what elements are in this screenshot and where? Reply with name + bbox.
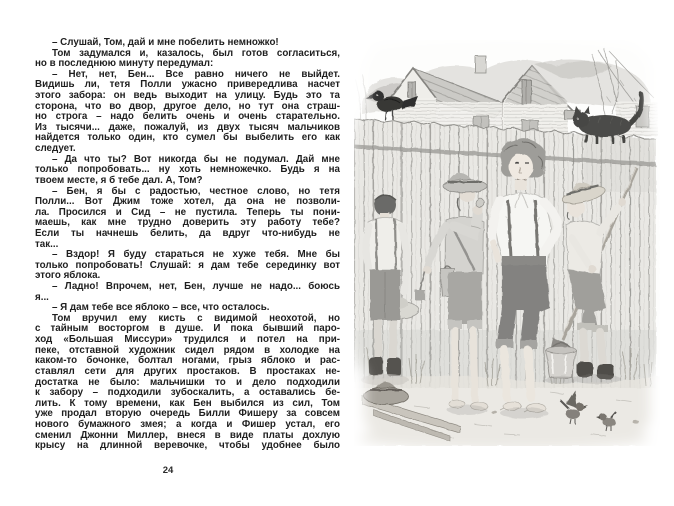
illustration bbox=[354, 40, 660, 446]
text-line: Если ты начнешь белить, да вдруг что-нибудь не bbox=[35, 227, 340, 239]
text-line: с тайным восторгом в душе. И пока бывший паро- bbox=[35, 323, 340, 335]
text-line: достатка не было: мальчишки то и дело подходили bbox=[35, 376, 340, 388]
text-line: этого яблока. bbox=[35, 270, 101, 282]
text-line: лить. К тому времени, как Бен выбился из сил, Том bbox=[35, 397, 340, 409]
text-column bbox=[35, 38, 340, 452]
illustration-box bbox=[354, 40, 660, 446]
text-line: но в последнюю минуту передумал: bbox=[35, 58, 214, 70]
text-line: нового бумажного змея; а когда и Фишер устал, его bbox=[35, 418, 340, 430]
text-line: каком-то бочонке, болтал ногами, грыз яблоко и рас- bbox=[35, 355, 340, 367]
text-line: Полли... Вот Джим тоже хотел, да она не позволи- bbox=[35, 196, 340, 208]
text-line: ставлял сети для других простаков. В простаках не- bbox=[35, 365, 340, 377]
text-line: крысу на длинной веревочке, чтобы удобнее было bbox=[35, 440, 340, 452]
text-line: уже продал вторую очередь Билли Фишеру за совсем bbox=[35, 408, 340, 420]
text-line: – Я дам тебе все яблоко – все, что осталось. bbox=[52, 302, 270, 314]
text-line: сторона, что во двор, другое дело, но тут она страш- bbox=[35, 100, 340, 112]
whitewash-pail bbox=[546, 350, 576, 378]
chimney bbox=[475, 56, 486, 73]
text-line: Видишь ли, тетя Полли ужасно привередлива насчет bbox=[35, 79, 340, 91]
text-line: ла. Просился и Сид – не пустила. Теперь ты пони- bbox=[35, 206, 340, 218]
text-line: Том вручил ему кисть с видимой неохотой, но bbox=[52, 312, 340, 324]
right-page bbox=[348, 0, 674, 506]
apple bbox=[476, 199, 485, 208]
text-line: я... bbox=[35, 291, 49, 303]
text-line: – Слушай, Том, дай и мне побелить немножко! bbox=[52, 37, 279, 48]
text-line: только попробовать... ну хоть немножечко. Будь я на bbox=[35, 164, 340, 176]
text-line: но строга – надо белить очень и очень старательно. bbox=[35, 111, 340, 123]
text-line: только попробовать! Слушай: я дам тебе серединку вот bbox=[35, 259, 340, 271]
text-line: – Да что ты? Вот никогда бы не подумал. Дай мне bbox=[52, 153, 340, 165]
text-line: найдется только один, кто сумел бы выбелить его как bbox=[35, 132, 340, 144]
text-line: – Вздор! Я буду стараться не хуже тебя. Мне бы bbox=[52, 249, 340, 261]
text-line: сменил Джонни Миллер, внеся в виде платы дохлую bbox=[35, 429, 340, 441]
text-line: – Ладно! Впрочем, нет, Бен, лучше не надо... боюсь bbox=[52, 281, 340, 293]
text-line: Из тысячи... даже, пожалуй, из двух тысяч мальчиков bbox=[35, 121, 340, 133]
text-line: пеке, отставной художник сидел рядом в холодке на bbox=[35, 344, 340, 356]
text-line: – Нет, нет, Бен... Все равно ничего не выйдет. bbox=[52, 68, 340, 80]
text-line: так... bbox=[35, 238, 59, 250]
text-line: маешь, как мне трудно доверить эту работу тебе? bbox=[35, 217, 340, 229]
text-line: ход «Большая Миссури» трудился и потел на при- bbox=[35, 334, 340, 346]
text-line: Том задумался и, казалось, был готов согласиться, bbox=[52, 47, 340, 59]
text-line: к забору – подходили зубоскалить, а оставались бе- bbox=[35, 387, 340, 399]
text-line: этого забора: он ведь выходит на улицу. Будь это та bbox=[35, 90, 340, 102]
text-line: – Бен, я бы с радостью, честное слово, но тетя bbox=[52, 185, 340, 197]
page-number: 24 bbox=[162, 465, 174, 476]
text-line: твоем месте, я б тебе дал. А, Том? bbox=[35, 174, 203, 186]
text-line: следует. bbox=[35, 143, 76, 155]
